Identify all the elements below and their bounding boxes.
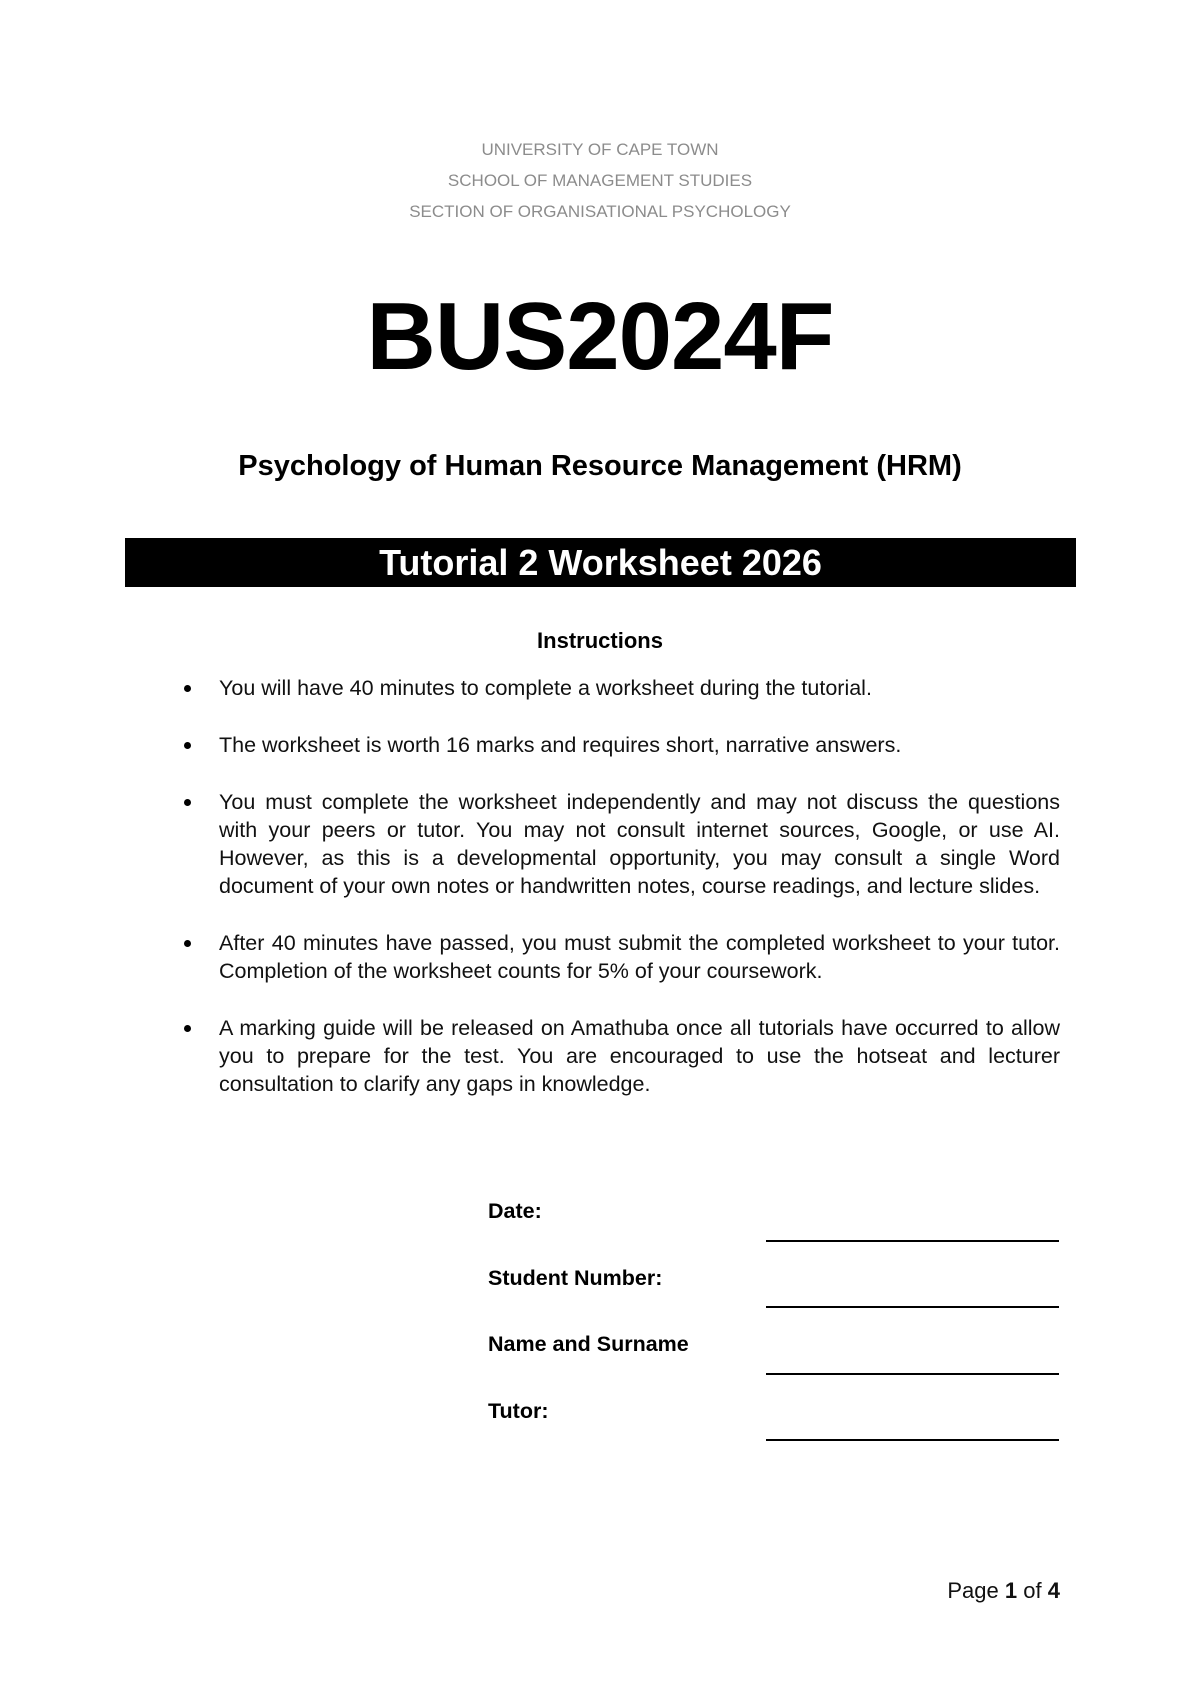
student-number-label: Student Number: bbox=[488, 1266, 663, 1290]
tutor-label: Tutor: bbox=[488, 1399, 549, 1423]
instruction-item bbox=[175, 929, 1060, 985]
section-name: SECTION OF ORGANISATIONAL PSYCHOLOGY bbox=[409, 202, 791, 221]
current-page: 1 bbox=[1004, 1578, 1018, 1603]
date-field[interactable] bbox=[766, 1240, 1059, 1242]
instruction-text: You must complete the worksheet independently and may not discuss the questions with your peers or tutor. You may not consult internet sources, Google, or use AI. However, as this is a developmental opportunity, you may consult a single Word document of your own notes or handwritten notes, course readings, and lecture slides. bbox=[219, 790, 1060, 898]
university-name: UNIVERSITY OF CAPE TOWN bbox=[481, 140, 719, 159]
course-code: BUS2024F bbox=[366, 283, 834, 390]
bullet-icon bbox=[184, 940, 191, 947]
school-name: SCHOOL OF MANAGEMENT STUDIES bbox=[447, 171, 753, 190]
bullet-icon bbox=[184, 685, 191, 692]
instruction-text: A marking guide will be released on Amathuba once all tutorials have occurred to allow you to prepare for the test. You are encouraged to use the hotseat and lecturer consultation to clarify any gaps in knowledge. bbox=[219, 1016, 1060, 1096]
instructions-list bbox=[175, 674, 1060, 1127]
bullet-icon bbox=[184, 799, 191, 806]
instruction-text: After 40 minutes have passed, you must submit the completed worksheet to your tutor. Completion of the worksheet counts for 5% of your coursework. bbox=[219, 931, 1060, 983]
instruction-text: You will have 40 minutes to complete a worksheet during the tutorial. bbox=[219, 676, 872, 700]
document-header bbox=[0, 140, 1200, 233]
tutor-field[interactable] bbox=[766, 1439, 1059, 1441]
name-surname-label: Name and Surname bbox=[488, 1332, 689, 1356]
page-word: Page bbox=[947, 1578, 999, 1603]
of-word: of bbox=[1023, 1578, 1042, 1603]
instruction-item bbox=[175, 674, 1060, 702]
instructions-heading: Instructions bbox=[537, 628, 663, 653]
instruction-item bbox=[175, 731, 1060, 759]
student-number-field[interactable] bbox=[766, 1306, 1059, 1308]
page-number bbox=[947, 1577, 1060, 1605]
course-name: Psychology of Human Resource Management (HRM) bbox=[238, 450, 962, 482]
name-surname-field[interactable] bbox=[766, 1373, 1059, 1375]
total-pages: 4 bbox=[1047, 1578, 1060, 1603]
bullet-icon bbox=[184, 742, 191, 749]
instruction-item bbox=[175, 1014, 1060, 1098]
instruction-item bbox=[175, 788, 1060, 900]
worksheet-title: Tutorial 2 Worksheet 2026 bbox=[125, 538, 1076, 587]
date-label: Date: bbox=[488, 1199, 542, 1223]
instruction-text: The worksheet is worth 16 marks and requires short, narrative answers. bbox=[219, 733, 902, 757]
bullet-icon bbox=[184, 1025, 191, 1032]
